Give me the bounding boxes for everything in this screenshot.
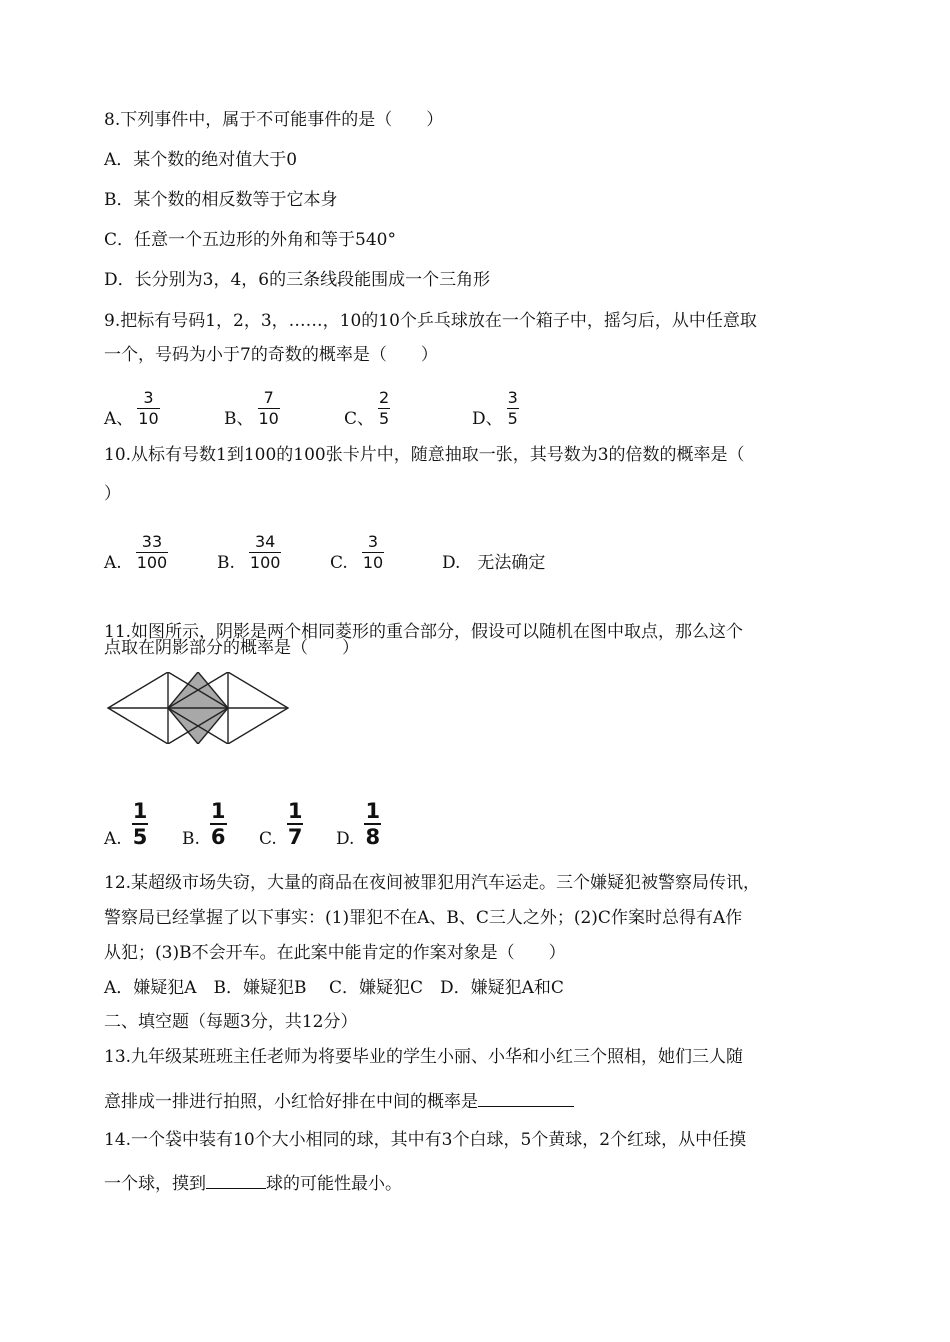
q8-option-d: D．长分别为3，4，6的三条线段能围成一个三角形 — [104, 270, 491, 290]
q14-line2-suffix: 球的可能性最小。 — [266, 1174, 402, 1194]
q8-option-c: C．任意一个五边形的外角和等于540° — [104, 230, 396, 250]
q11-option-a — [104, 799, 148, 850]
q9-options — [104, 370, 604, 430]
numerator: 1 — [287, 799, 303, 823]
q10-option-b-label: B. — [217, 553, 235, 573]
denominator: 10 — [138, 409, 159, 428]
denominator: 7 — [287, 825, 303, 849]
q13-line2-text: 意排成一排进行拍照，小红恰好排在中间的概率是 — [104, 1092, 478, 1112]
q12-options: A．嫌疑犯A B．嫌疑犯B C．嫌疑犯C D．嫌疑犯A和C — [104, 978, 564, 998]
denominator: 6 — [210, 825, 226, 849]
q10-option-c-fraction — [362, 533, 384, 572]
q14-answer-blank[interactable] — [206, 1170, 266, 1189]
q12-line2: 警察局已经掌握了以下事实：(1)罪犯不在A、B、C三人之外；(2)C作案时总得有A作 — [104, 908, 743, 928]
q11-option-d — [336, 799, 381, 850]
numerator: 1 — [365, 799, 381, 823]
q13-line1: 13.九年级某班班主任老师为将要毕业的学生小丽、小华和小红三个照相，她们三人随 — [104, 1047, 744, 1067]
q9-stem-line2: 一个，号码为小于7的奇数的概率是（ ） — [104, 345, 438, 365]
q13-answer-blank[interactable] — [478, 1088, 574, 1107]
denominator: 5 — [132, 825, 148, 849]
q9-option-d — [472, 388, 519, 430]
q8-option-b: B．某个数的相反数等于它本身 — [104, 190, 338, 210]
denominator: 10 — [362, 553, 384, 572]
q14-line1: 14.一个袋中装有10个大小相同的球，其中有3个白球，5个黄球，2个红球，从中任摸 — [104, 1130, 747, 1150]
q11-options — [104, 790, 424, 850]
q10-stem-line1: 10.从标有号数1到100的100张卡片中，随意抽取一张，其号数为3的倍数的概率是（ — [104, 445, 745, 465]
q11-option-d-fraction — [364, 800, 381, 848]
q11-option-d-label: D. — [336, 829, 355, 849]
q12-line1: 12.某超级市场失窃，大量的商品在夜间被罪犯用汽车运走。三个嫌疑犯被警察局传讯， — [104, 873, 761, 893]
q12-line3: 从犯；(3)B不会开车。在此案中能肯定的作案对象是（ ） — [104, 943, 566, 963]
q11-option-c-label: C. — [259, 829, 277, 849]
q11-stem-line1: 11.如图所示，阴影是两个相同菱形的重合部分，假设可以随机在图中取点，那么这个 — [104, 622, 744, 642]
q13-line2 — [104, 1088, 870, 1114]
q10-option-c-label: C. — [330, 553, 348, 573]
q11-option-b — [182, 799, 227, 850]
denominator: 5 — [507, 409, 518, 428]
overlapping-rhombuses-figure — [106, 672, 290, 744]
numerator: 34 — [255, 532, 276, 551]
q8-stem: 8.下列事件中，属于不可能事件的是（ ） — [104, 110, 444, 130]
q10-option-a-label: A. — [104, 553, 122, 573]
q11-stem-line2: 点取在阴影部分的概率是（ ） — [104, 638, 359, 658]
q9-option-a-fraction — [137, 389, 159, 428]
q10-option-a-fraction — [136, 533, 169, 572]
q11-option-a-label: A. — [104, 829, 122, 849]
denominator: 100 — [249, 553, 281, 572]
q10-option-d-text: D. 无法确定 — [442, 553, 546, 573]
q9-option-d-label: D、 — [472, 409, 503, 429]
q9-option-b-label: B、 — [224, 409, 254, 429]
q9-option-c-label: C、 — [344, 409, 375, 429]
q11-option-a-fraction — [132, 800, 149, 848]
q14-line2 — [104, 1170, 870, 1196]
numerator: 2 — [379, 388, 390, 407]
q10-option-a — [104, 532, 168, 574]
q9-option-c — [344, 388, 390, 430]
q9-option-b-fraction — [258, 389, 280, 428]
q11-option-c-fraction — [287, 800, 304, 848]
q8-option-a: A．某个数的绝对值大于0 — [104, 150, 298, 170]
q14-line2-prefix: 一个球，摸到 — [104, 1174, 206, 1194]
q11-option-c — [259, 799, 303, 850]
q9-option-a-label: A、 — [104, 409, 134, 429]
q10-options — [104, 514, 624, 574]
numerator: 3 — [143, 388, 154, 407]
q10-option-c — [330, 532, 384, 574]
q9-option-a — [104, 388, 160, 430]
numerator: 7 — [263, 388, 274, 407]
denominator: 100 — [136, 553, 168, 572]
denominator: 10 — [258, 409, 279, 428]
q10-option-b — [217, 532, 281, 574]
q11-option-b-label: B. — [182, 829, 200, 849]
denominator: 5 — [379, 409, 390, 428]
denominator: 8 — [365, 825, 381, 849]
section-heading: 二、填空题（每题3分，共12分） — [104, 1012, 358, 1032]
q10-option-d — [442, 552, 545, 574]
q10-stem-line2: ） — [104, 484, 121, 504]
numerator: 1 — [210, 799, 226, 823]
q9-option-b — [224, 388, 280, 430]
q9-option-d-fraction — [507, 389, 519, 428]
numerator: 33 — [141, 532, 163, 551]
q9-option-c-fraction — [378, 389, 390, 428]
numerator: 3 — [367, 532, 379, 551]
q10-option-b-fraction — [249, 533, 282, 572]
numerator: 3 — [507, 388, 518, 407]
numerator: 1 — [132, 799, 148, 823]
q9-stem-line1: 9.把标有号码1，2，3，……，10的10个乒乓球放在一个箱子中，摇匀后，从中任意取 — [104, 311, 757, 331]
q11-option-b-fraction — [210, 800, 227, 848]
